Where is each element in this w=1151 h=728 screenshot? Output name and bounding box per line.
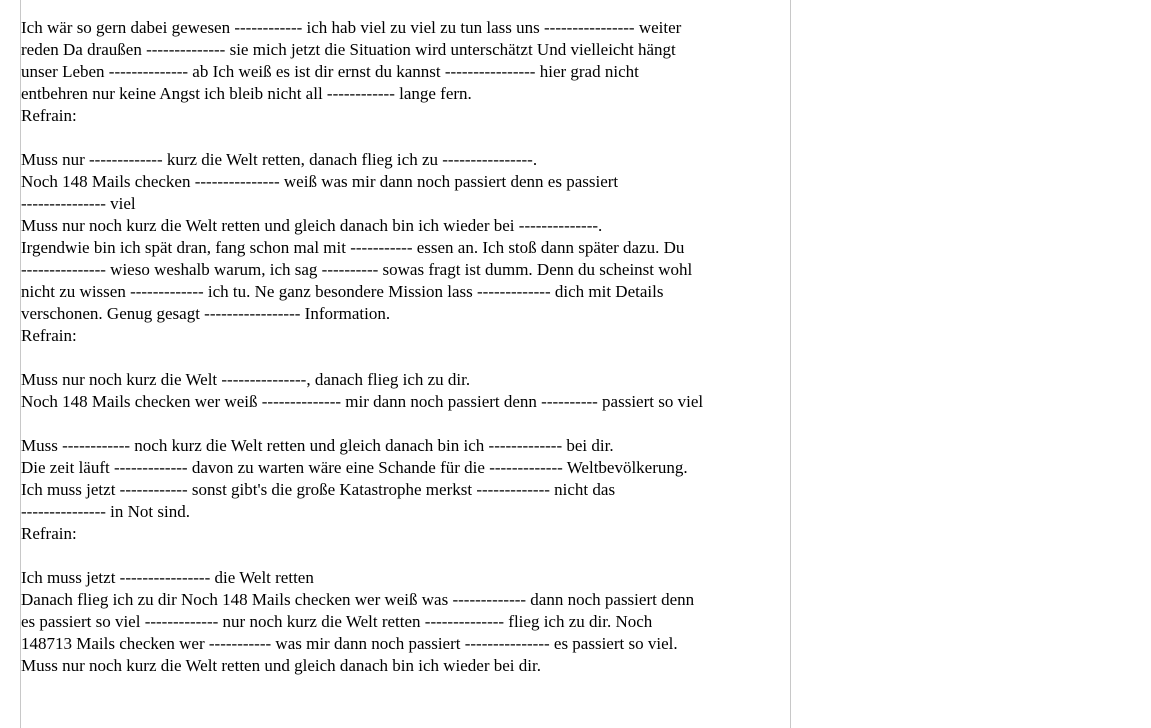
blank-line: [21, 413, 801, 435]
text-line: Die zeit läuft ------------- davon zu warten wäre eine Schande für die ------------- Weltbevölkerung.: [21, 458, 688, 477]
blank-line: [21, 127, 801, 149]
text-line: --------------- in Not sind.: [21, 502, 190, 521]
text-line: nicht zu wissen ------------- ich tu. Ne ganz besondere Mission lass ------------- dich mit Details: [21, 282, 664, 301]
text-line: Muss nur noch kurz die Welt retten und gleich danach bin ich wieder bei --------------.: [21, 216, 603, 235]
text-line: verschonen. Genug gesagt ----------------- Information.: [21, 304, 391, 323]
text-line: Noch 148 Mails checken wer weiß -------------- mir dann noch passiert denn ---------- passiert so viel: [21, 392, 704, 411]
document-page: [20, 0, 791, 728]
blank-line: [21, 347, 801, 369]
lyrics-text-body: [21, 17, 801, 677]
text-line: Refrain:: [21, 106, 77, 125]
text-line: --------------- wieso weshalb warum, ich sag ---------- sowas fragt ist dumm. Denn du scheinst wohl: [21, 260, 693, 279]
text-line: unser Leben -------------- ab Ich weiß es ist dir ernst du kannst ---------------- hier grad nicht: [21, 62, 639, 81]
text-line: Muss nur noch kurz die Welt ---------------, danach flieg ich zu dir.: [21, 370, 471, 389]
text-line: Muss ------------ noch kurz die Welt retten und gleich danach bin ich ------------- bei dir.: [21, 436, 614, 455]
text-line: Muss nur noch kurz die Welt retten und gleich danach bin ich wieder bei dir.: [21, 656, 541, 675]
text-line: Danach flieg ich zu dir Noch 148 Mails checken wer weiß was ------------- dann noch passiert denn: [21, 590, 695, 609]
text-line: reden Da draußen -------------- sie mich jetzt die Situation wird unterschätzt Und vielleicht hängt: [21, 40, 676, 59]
text-line: --------------- viel: [21, 194, 136, 213]
text-line: entbehren nur keine Angst ich bleib nicht all ------------ lange fern.: [21, 84, 472, 103]
text-line: Irgendwie bin ich spät dran, fang schon mal mit ----------- essen an. Ich stoß dann später dazu. Du: [21, 238, 685, 257]
text-line: Noch 148 Mails checken --------------- weiß was mir dann noch passiert denn es passiert: [21, 172, 619, 191]
text-line: Refrain:: [21, 524, 77, 543]
text-line: Ich muss jetzt ------------ sonst gibt's die große Katastrophe merkst ------------- nicht das: [21, 480, 616, 499]
text-line: es passiert so viel ------------- nur noch kurz die Welt retten -------------- flieg ich zu dir. Noch: [21, 612, 653, 631]
text-line: Refrain:: [21, 326, 77, 345]
text-line: 148713 Mails checken wer ----------- was mir dann noch passiert --------------- es passiert so viel.: [21, 634, 678, 653]
text-line: Muss nur ------------- kurz die Welt retten, danach flieg ich zu ----------------.: [21, 150, 538, 169]
text-line: Ich muss jetzt ---------------- die Welt retten: [21, 568, 314, 587]
text-line: Ich wär so gern dabei gewesen ------------ ich hab viel zu viel zu tun lass uns ---------------- weiter: [21, 18, 682, 37]
blank-line: [21, 545, 801, 567]
